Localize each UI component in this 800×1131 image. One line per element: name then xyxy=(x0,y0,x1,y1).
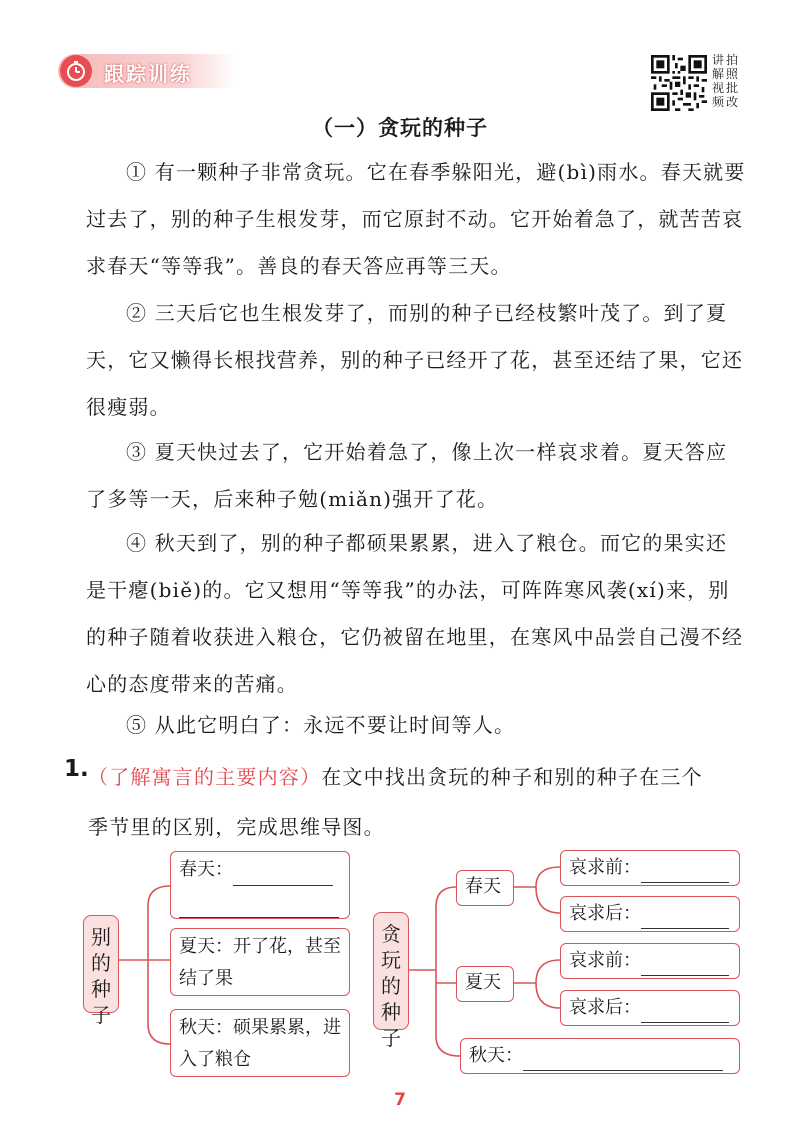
page-number: 7 xyxy=(394,1090,406,1110)
right-spring-node: 春天 xyxy=(456,870,514,906)
summer-after-blank[interactable] xyxy=(641,1022,729,1023)
question-line-2: 季节里的区别，完成思维导图。 xyxy=(88,815,385,839)
question-text xyxy=(88,752,748,852)
question-hint: （了解寓言的主要内容） xyxy=(88,765,322,789)
section-label: 跟踪训练 xyxy=(104,62,192,86)
summer-before-label: 哀求前： xyxy=(569,950,641,971)
right-autumn-blank[interactable] xyxy=(523,1070,723,1071)
right-summer-node: 夏天 xyxy=(456,966,514,1002)
paragraph-3: ③ 夏天快过去了，它开始着急了，像上次一样哀求着。夏天答应了多等一天，后来种子勉(miǎn)强开了花。 xyxy=(86,440,728,511)
passage-title: （一）贪玩的种子 xyxy=(312,115,488,140)
qr-code-block[interactable] xyxy=(647,53,739,113)
timer-icon xyxy=(60,55,92,87)
summer-before-box[interactable] xyxy=(560,943,740,979)
summer-before-blank[interactable] xyxy=(641,975,729,976)
paragraph-5: ⑤ 从此它明白了：永远不要让时间等人。 xyxy=(126,713,516,737)
spring-after-box[interactable] xyxy=(560,896,740,932)
left-spring-box[interactable] xyxy=(170,851,350,919)
question-number: 1. xyxy=(64,756,89,782)
right-autumn-box[interactable] xyxy=(460,1038,740,1074)
left-root-node: 别的种子 xyxy=(83,915,119,1013)
spring-before-label: 哀求前： xyxy=(569,857,641,878)
section-badge xyxy=(58,54,236,88)
spring-after-blank[interactable] xyxy=(641,928,729,929)
left-autumn-box: 秋天：硕果累累，进入了粮仓 xyxy=(170,1009,350,1077)
question-line-1: 在文中找出贪玩的种子和别的种子在三个 xyxy=(321,765,703,789)
right-autumn-label: 秋天： xyxy=(469,1045,523,1066)
paragraph-1: ① 有一颗种子非常贪玩。它在春季躲阳光，避(bì)雨水。春天就要过去了，别的种子生根发芽，而它原封不动。它开始着急了，就苦苦哀求春天“等等我”。善良的春天答应再等三天。 xyxy=(86,160,746,278)
paragraph-4: ④ 秋天到了，别的种子都硕果累累，进入了粮仓。而它的果实还是干瘪(biě)的。它又想用“等等我”的办法，可阵阵寒风袭(xí)来，别的种子随着收获进入粮仓，它仍被留在地里，在寒风中品尝自己漫不经心的态度带来的苦痛。 xyxy=(86,531,744,696)
qr-code-icon[interactable] xyxy=(651,55,707,111)
right-root-node: 贪玩的种子 xyxy=(373,912,409,1030)
spring-after-label: 哀求后： xyxy=(569,903,641,924)
summer-after-box[interactable] xyxy=(560,990,740,1026)
qr-caption: 讲 拍 解 照 视 批 频 改 xyxy=(711,53,738,109)
left-spring-blank-2[interactable] xyxy=(179,917,339,918)
summer-after-label: 哀求后： xyxy=(569,997,641,1018)
paragraph-2: ② 三天后它也生根发芽了，而别的种子已经枝繁叶茂了。到了夏天，它又懒得长根找营养，别的种子已经开了花，甚至还结了果，它还很瘦弱。 xyxy=(86,301,744,419)
left-spring-label: 春天： xyxy=(179,859,233,880)
spring-before-box[interactable] xyxy=(560,850,740,886)
spring-before-blank[interactable] xyxy=(641,882,729,883)
left-summer-box: 夏天：开了花，甚至结了果 xyxy=(170,928,350,996)
